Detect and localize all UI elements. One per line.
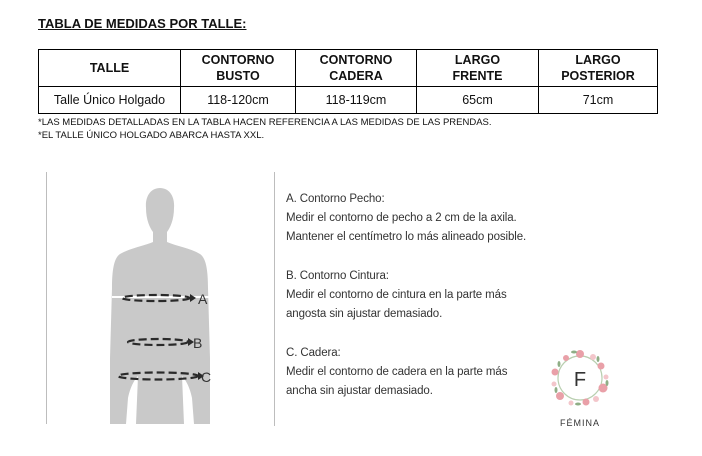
instruction-waist-title: B. Contorno Cintura: <box>286 270 389 282</box>
footnote-size-range: *EL TALLE ÚNICO HOLGADO ABARCA HASTA XXL. <box>38 130 265 141</box>
instruction-hip-line: Medir el contorno de cadera en la parte más <box>286 366 508 378</box>
center-divider <box>274 172 275 426</box>
instruction-bust <box>286 190 526 247</box>
cell-contorno-busto: 118-120cm <box>181 87 296 114</box>
cell-contorno-cadera: 118-119cm <box>296 87 417 114</box>
body-silhouette-figure <box>90 188 230 424</box>
instruction-hip-line: ancha sin ajustar demasiado. <box>286 385 433 397</box>
instruction-bust-line: Mantener el centímetro lo más alineado posible. <box>286 231 527 243</box>
instruction-waist <box>286 267 526 324</box>
floral-wreath-icon <box>546 346 614 410</box>
left-divider <box>46 172 47 424</box>
femina-logo <box>546 346 614 410</box>
instruction-waist-line: Medir el contorno de cintura en la parte más <box>286 289 507 301</box>
marker-a: A <box>198 291 208 307</box>
cell-largo-posterior: 71cm <box>539 87 658 114</box>
footnotes <box>38 116 492 142</box>
cell-talle: Talle Único Holgado <box>39 87 181 114</box>
table-row <box>39 87 658 114</box>
header-largo-posterior: LARGO POSTERIOR <box>539 50 658 87</box>
logo-letter: F <box>573 369 587 391</box>
instruction-bust-line: Medir el contorno de pecho a 2 cm de la axila. <box>286 212 517 224</box>
footnote-measures: *LAS MEDIDAS DETALLADAS EN LA TABLA HACEN REFERENCIA A LAS MEDIDAS DE LAS PRENDAS. <box>38 117 492 128</box>
header-talle: TALLE <box>39 50 181 87</box>
header-contorno-cadera: CONTORNO CADERA <box>296 50 417 87</box>
marker-b: B <box>193 335 203 351</box>
measurement-guide <box>0 168 702 456</box>
header-contorno-busto: CONTORNO BUSTO <box>181 50 296 87</box>
measurement-instructions <box>286 190 526 421</box>
page-title: TABLA DE MEDIDAS POR TALLE: <box>38 16 247 31</box>
instruction-hip <box>286 344 526 401</box>
body-silhouette <box>110 188 210 424</box>
table-header-row <box>39 50 658 87</box>
cell-largo-frente: 65cm <box>417 87 539 114</box>
instruction-hip-title: C. Cadera: <box>286 347 341 359</box>
header-largo-frente: LARGO FRENTE <box>417 50 539 87</box>
size-table <box>38 49 658 114</box>
marker-c: C <box>201 369 212 385</box>
instruction-bust-title: A. Contorno Pecho: <box>286 193 385 205</box>
instruction-waist-line: angosta sin ajustar demasiado. <box>286 308 443 320</box>
logo-brand-name: FÉMINA <box>559 418 600 428</box>
